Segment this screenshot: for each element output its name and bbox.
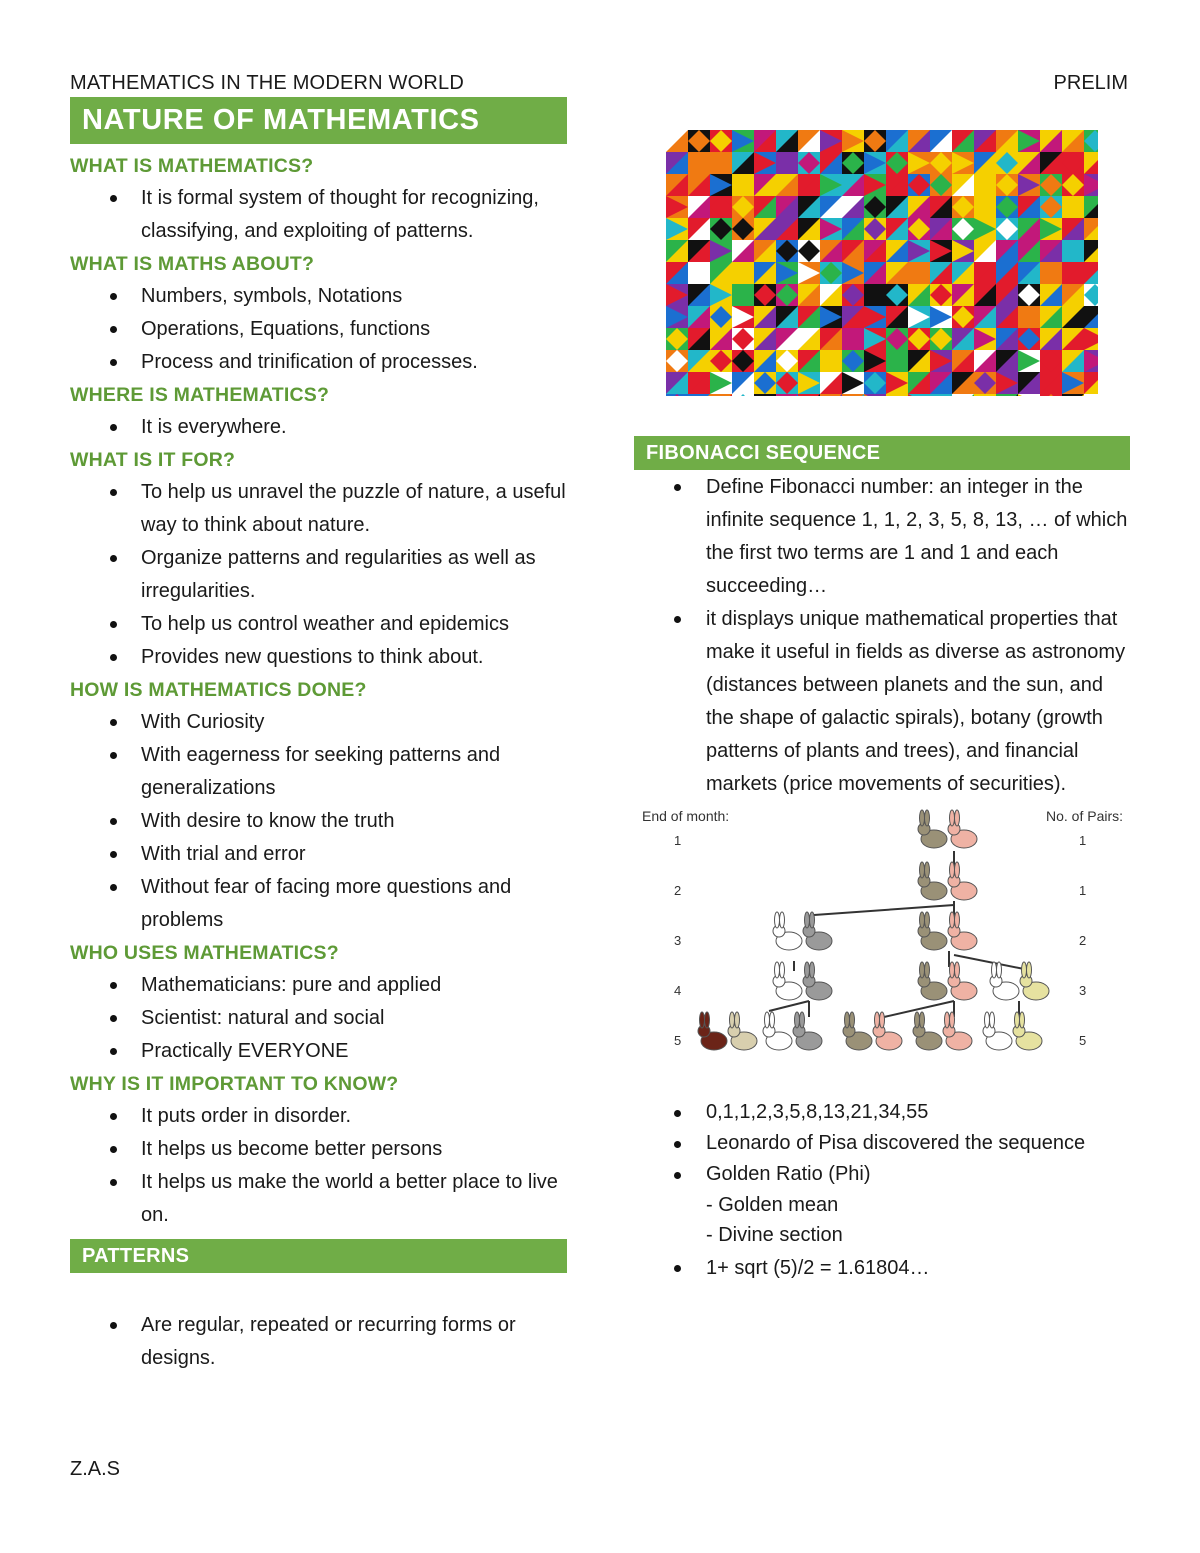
left-column: [70, 97, 567, 1375]
list-item: Golden Ratio (Phi): [634, 1159, 1130, 1190]
section-list: [70, 1100, 567, 1232]
list-item: It is everywhere.: [70, 411, 567, 444]
patterns-list: [70, 1309, 567, 1375]
rabbit-icon: [948, 810, 977, 848]
section-heading: WHERE IS MATHEMATICS?: [70, 384, 330, 406]
pair-count: 3: [1079, 983, 1087, 998]
section-list: [70, 182, 567, 248]
month-label: 1: [674, 833, 682, 848]
list-item: it displays unique mathematical properties that make it useful in fields as diverse as astronomy (distances between planets and the sun, and the shape of galactic spirals), botany (growth patterns of plants and trees), and financial markets (price movements of securities).: [634, 603, 1130, 801]
list-item: With desire to know the truth: [70, 805, 567, 838]
main-title-banner: NATURE OF MATHEMATICS: [70, 97, 567, 144]
list-item: 1+ sqrt (5)/2 = 1.61804…: [634, 1252, 1130, 1285]
section-list: [70, 411, 567, 444]
rabbit-icon: [1020, 962, 1049, 1000]
section-heading: WHO USES MATHEMATICS?: [70, 942, 339, 964]
section-heading: WHAT IS IT FOR?: [70, 449, 236, 471]
section-heading: HOW IS MATHEMATICS DONE?: [70, 679, 367, 701]
sections-container: [70, 150, 567, 1232]
rabbit-icon: [773, 962, 802, 1000]
pair-count: 1: [1079, 883, 1087, 898]
month-label: 4: [674, 983, 682, 998]
list-item: Process and trinification of processes.: [70, 346, 567, 379]
rabbit-icon: [948, 912, 977, 950]
list-item: Leonardo of Pisa discovered the sequence: [634, 1128, 1130, 1159]
patterns-banner: PATTERNS: [70, 1239, 567, 1273]
fibonacci-facts-list: [634, 1097, 1130, 1190]
list-item: Are regular, repeated or recurring forms or designs.: [70, 1309, 567, 1375]
list-item: With Curiosity: [70, 706, 567, 739]
rabbit-icon: [918, 912, 947, 950]
list-item: Provides new questions to think about.: [70, 641, 567, 674]
section-heading: WHAT IS MATHEMATICS?: [70, 155, 314, 177]
section-heading: WHAT IS MATHS ABOUT?: [70, 253, 315, 275]
pairs-axis-label: No. of Pairs:: [1046, 808, 1124, 824]
list-item: 0,1,1,2,3,5,8,13,21,34,55: [634, 1097, 1130, 1128]
pair-count: 5: [1079, 1033, 1087, 1048]
rabbit-icon: [803, 962, 832, 1000]
fibonacci-definition-list: [634, 471, 1130, 801]
rabbit-icon: [948, 862, 977, 900]
rabbit-icon: [793, 1012, 822, 1050]
month-label: 3: [674, 933, 682, 948]
list-item: Operations, Equations, functions: [70, 313, 567, 346]
fibonacci-banner: FIBONACCI SEQUENCE: [634, 436, 1130, 470]
list-item: Without fear of facing more questions and problems: [70, 871, 567, 937]
list-item: To help us unravel the puzzle of nature, a useful way to think about nature.: [70, 476, 567, 542]
golden-alias: - Golden mean: [706, 1194, 839, 1216]
pair-count: 2: [1079, 933, 1087, 948]
rabbit-icon: [763, 1012, 792, 1050]
term-label: PRELIM: [1053, 72, 1128, 94]
rabbit-pairs: [698, 810, 1049, 1050]
formula-list: [634, 1252, 1130, 1285]
pair-count: 1: [1079, 833, 1087, 848]
rabbit-icon: [918, 810, 947, 848]
list-item: It puts order in disorder.: [70, 1100, 567, 1133]
list-item: With eagerness for seeking patterns and generalizations: [70, 739, 567, 805]
rabbit-icon: [918, 862, 947, 900]
section-list: [70, 706, 567, 937]
rabbit-icon: [983, 1012, 1012, 1050]
list-item: It helps us make the world a better place to live on.: [70, 1166, 567, 1232]
rabbit-icon: [918, 962, 947, 1000]
list-item: Organize patterns and regularities as well as irregularities.: [70, 542, 567, 608]
month-label: 5: [674, 1033, 682, 1048]
course-header: MATHEMATICS IN THE MODERN WORLD: [70, 72, 464, 94]
month-axis-label: End of month:: [642, 808, 730, 824]
section-list: [70, 969, 567, 1068]
list-item: It is formal system of thought for recognizing, classifying, and exploiting of patterns.: [70, 182, 567, 248]
rabbit-icon: [948, 962, 977, 1000]
section-list: [70, 476, 567, 674]
list-item: It helps us become better persons: [70, 1133, 567, 1166]
list-item: Practically EVERYONE: [70, 1035, 567, 1068]
list-item: Mathematicians: pure and applied: [70, 969, 567, 1002]
list-item: Define Fibonacci number: an integer in the infinite sequence 1, 1, 2, 3, 5, 8, 13, … of which the first two terms are 1 and 1 and each succeeding…: [634, 471, 1130, 603]
rabbit-icon: [1013, 1012, 1042, 1050]
footer-initials: Z.A.S: [70, 1458, 121, 1480]
list-item: Numbers, symbols, Notations: [70, 280, 567, 313]
rabbit-icon: [698, 1012, 727, 1050]
rabbit-icon: [943, 1012, 972, 1050]
fibonacci-rabbit-diagram: [634, 805, 1130, 1061]
right-column: [634, 130, 1130, 1285]
rabbit-icon: [873, 1012, 902, 1050]
rabbit-icon: [843, 1012, 872, 1050]
list-item: With trial and error: [70, 838, 567, 871]
rabbit-icon: [773, 912, 802, 950]
rabbit-icon: [803, 912, 832, 950]
rabbit-icon: [913, 1012, 942, 1050]
list-item: To help us control weather and epidemics: [70, 608, 567, 641]
geometric-pattern-image: [666, 130, 1098, 396]
golden-alias: - Divine section: [706, 1224, 843, 1246]
rabbit-icon: [728, 1012, 757, 1050]
month-label: 2: [674, 883, 682, 898]
section-heading: WHY IS IT IMPORTANT TO KNOW?: [70, 1073, 399, 1095]
section-list: [70, 280, 567, 379]
list-item: Scientist: natural and social: [70, 1002, 567, 1035]
